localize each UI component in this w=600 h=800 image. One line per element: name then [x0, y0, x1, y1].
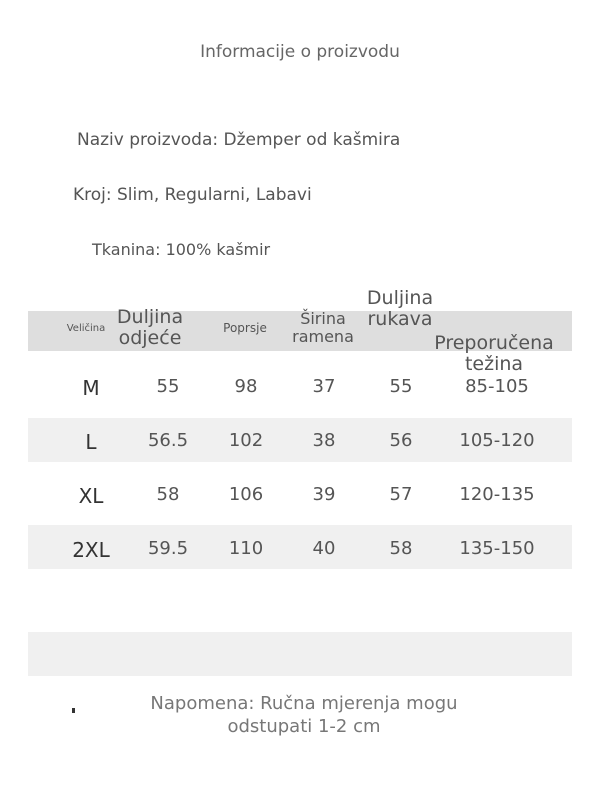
table-empty-band [28, 632, 572, 676]
table-cell-shoulder: 40 [312, 538, 336, 559]
table-cell-weight: 85-105 [465, 376, 529, 397]
measurement-note-line: odstupati 1-2 cm [227, 716, 381, 738]
table-cell-bust: 98 [234, 376, 258, 397]
header-length-line: Duljina [116, 306, 184, 328]
header-sleeve-line: rukava [367, 308, 433, 331]
header-size: Veličina [66, 323, 106, 334]
table-cell-bust: 106 [228, 484, 264, 505]
product-fit-line: Kroj: Slim, Regularni, Labavi [73, 185, 312, 205]
header-shoulder-line: ramena [292, 326, 354, 346]
header-shoulder-line: Širina [300, 309, 346, 328]
header-weight [428, 333, 560, 376]
table-cell-bust: 110 [228, 538, 264, 559]
product-fabric-line: Tkanina: 100% kašmir [92, 240, 271, 259]
header-shoulder [284, 310, 362, 346]
header-weight-line: težina [464, 353, 524, 376]
header-weight-line: Preporučena [434, 332, 554, 354]
product-name-line: Naziv proizvoda: Džemper od kašmira [77, 130, 401, 150]
measurement-note-line: Napomena: Ručna mjerenja mogu [150, 693, 458, 714]
table-cell-bust: 102 [228, 430, 264, 451]
table-cell-sleeve: 55 [389, 376, 413, 397]
table-cell-length: 55 [156, 376, 180, 397]
header-sleeve-line: Duljina [366, 287, 434, 309]
table-cell-weight: 135-150 [459, 538, 535, 559]
table-cell-length: 59.5 [147, 538, 189, 559]
header-bust: Poprsje [223, 321, 267, 335]
header-length-line: odjeće [118, 327, 182, 350]
table-cell-shoulder: 38 [312, 430, 336, 451]
table-cell-size: 2XL [72, 538, 110, 562]
table-cell-sleeve: 58 [389, 538, 413, 559]
table-cell-shoulder: 37 [312, 376, 336, 397]
table-cell-length: 58 [156, 484, 180, 505]
table-cell-sleeve: 56 [389, 430, 413, 451]
table-cell-size: L [85, 430, 97, 454]
table-cell-length: 56.5 [147, 430, 189, 451]
table-cell-weight: 105-120 [459, 430, 535, 451]
header-sleeve [358, 288, 442, 331]
measurement-note [0, 692, 600, 739]
table-cell-size: XL [78, 484, 104, 508]
table-cell-size: M [82, 376, 100, 400]
table-cell-shoulder: 39 [312, 484, 336, 505]
table-cell-weight: 120-135 [459, 484, 535, 505]
table-cell-sleeve: 57 [389, 484, 413, 505]
page-title: Informacije o proizvodu [200, 42, 400, 62]
header-length [108, 307, 192, 350]
